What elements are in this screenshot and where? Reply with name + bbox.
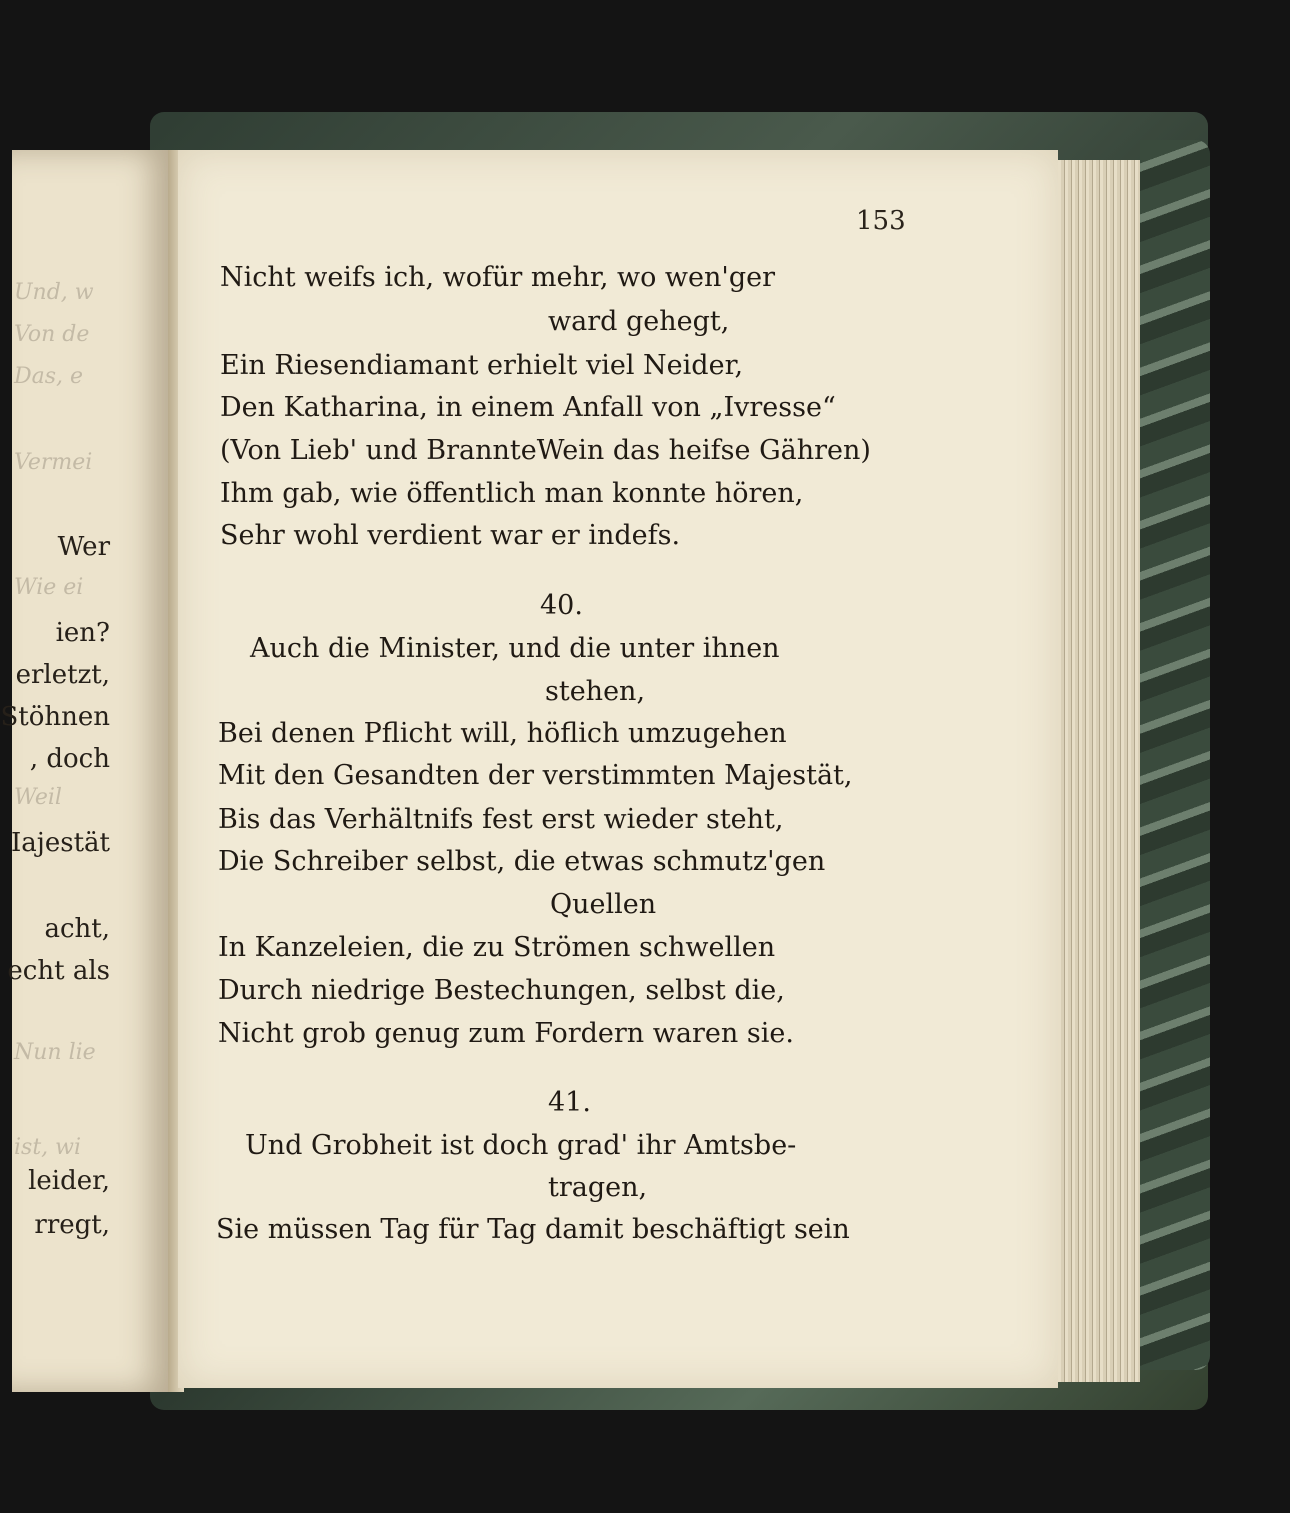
- verse-line: Quellen: [550, 889, 657, 920]
- verse-line: Mit den Gesandten der verstimmten Majestät,: [218, 760, 853, 791]
- verse-line: Durch niedrige Bestechungen, selbst die,: [218, 975, 785, 1006]
- left-ghost-line: Nun lie: [14, 1040, 96, 1065]
- left-ghost-line: Vermei: [14, 450, 93, 475]
- left-ghost-line: Wie ei: [14, 575, 84, 600]
- verse-line: In Kanzeleien, die zu Strömen schwellen: [218, 932, 776, 963]
- left-page-fragment: acht,: [44, 914, 110, 944]
- verse-line: Und Grobheit ist doch grad' ihr Amtsbe-: [245, 1130, 797, 1161]
- left-page-fragment: echt als: [7, 956, 110, 986]
- verse-line: Nicht weifs ich, wofür mehr, wo wen'ger: [220, 262, 776, 293]
- left-page-fragment: ien?: [55, 618, 110, 648]
- left-page-fragment: Iajestät: [11, 828, 110, 858]
- verse-line: Den Katharina, in einem Anfall von „Ivresse“: [220, 392, 836, 423]
- stanza-number: 40.: [540, 590, 583, 621]
- page-number: 153: [856, 206, 906, 236]
- left-page-fragment: , doch: [29, 744, 110, 774]
- verse-line: Sehr wohl verdient war er indefs.: [220, 520, 681, 551]
- left-ghost-line: Das, e: [14, 364, 84, 389]
- stanza-number: 41.: [548, 1087, 591, 1118]
- verse-line: tragen,: [548, 1172, 648, 1203]
- verse-line: (Von Lieb' und BrannteWein das heifse Gähren): [220, 435, 871, 466]
- page-edges: [1052, 160, 1140, 1382]
- left-page-fragment: Wer: [57, 532, 110, 562]
- left-ghost-line: Und, w: [14, 280, 94, 305]
- verse-line: stehen,: [545, 676, 646, 707]
- verse-line: ward gehegt,: [548, 306, 730, 337]
- left-page-fragment: leider,: [28, 1166, 110, 1196]
- verse-line: Bis das Verhältnifs fest erst wieder steht,: [218, 804, 784, 835]
- verse-line: Die Schreiber selbst, die etwas schmutz'gen: [218, 846, 826, 877]
- left-ghost-line: ist, wi: [14, 1135, 82, 1160]
- verse-line: Ein Riesendiamant erhielt viel Neider,: [220, 350, 744, 381]
- verse-line: Sie müssen Tag für Tag damit beschäftigt sein: [216, 1214, 850, 1245]
- verse-line: Ihm gab, wie öffentlich man konnte hören,: [220, 478, 804, 509]
- book-cover-edge: [1140, 140, 1210, 1370]
- verse-line: Auch die Minister, und die unter ihnen: [250, 633, 780, 664]
- verse-line: Nicht grob genug zum Fordern waren sie.: [218, 1018, 794, 1049]
- left-page-fragment: rregt,: [34, 1210, 110, 1240]
- left-page: [0, 150, 174, 1392]
- left-page-fragment: erletzt,: [15, 660, 110, 690]
- verse-line: Bei denen Pflicht will, höflich umzugehen: [218, 718, 787, 749]
- left-page-fragment: Stöhnen: [0, 702, 110, 732]
- left-ghost-line: Weil: [14, 785, 62, 810]
- left-ghost-line: Von de: [14, 322, 90, 347]
